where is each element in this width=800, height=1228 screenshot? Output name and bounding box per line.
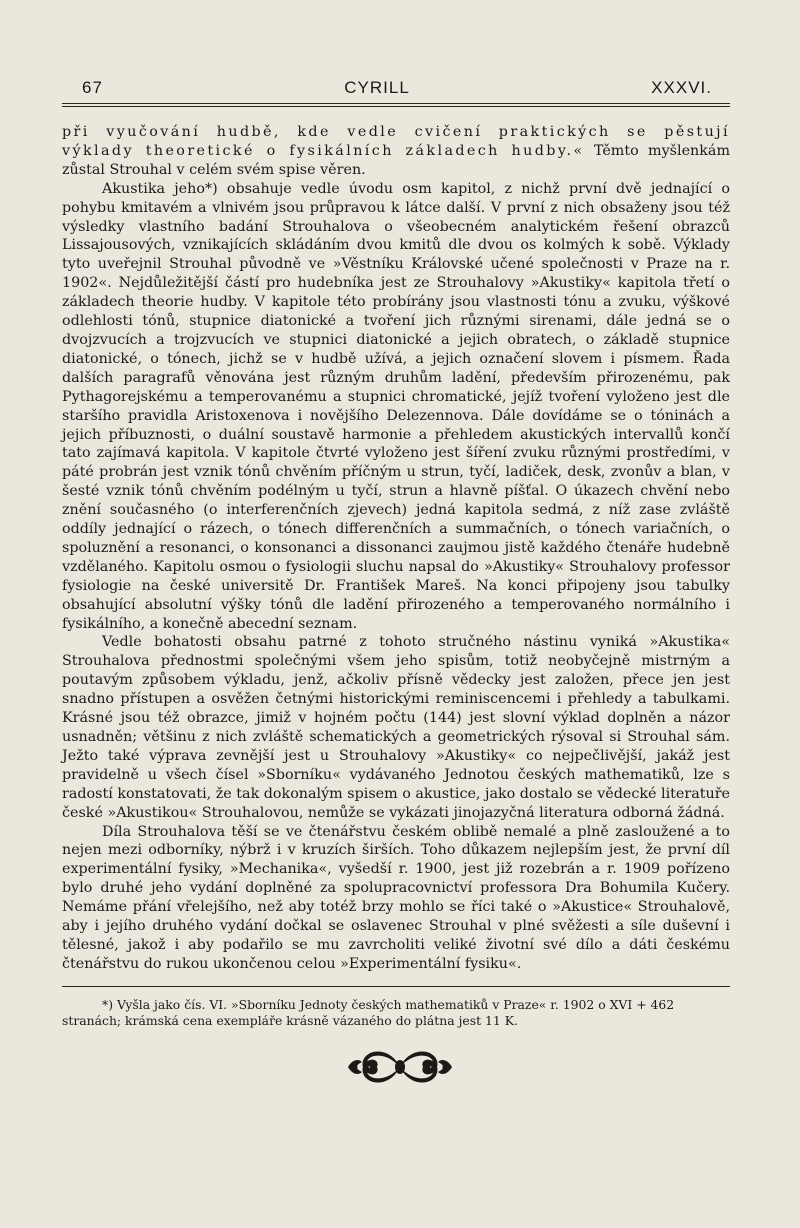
page-number: 67 xyxy=(82,78,103,97)
footnote xyxy=(62,997,730,1030)
running-title: CYRILL xyxy=(344,78,410,97)
paragraph-1-rest: Těmto myšlenkám zůstal Strouhal v celém svém spise věren. xyxy=(62,142,730,178)
body-text xyxy=(62,123,730,974)
spaced-quote: při vyučování hudbě, kde vedle cvičení praktických se pěstují výklady theoretické o fysikálních základech hudby.« xyxy=(62,124,730,159)
decorative-fleuron-icon xyxy=(340,1044,460,1090)
footnote-line-1: *) Vyšla jako čís. VI. »Sborníku Jednoty českých mathematiků v Praze« r. 1902 o XVI + 462 xyxy=(102,996,675,1012)
paragraph-3: Vedle bohatosti obsahu patrné z tohoto stručného nástinu vyniká »Akustika« Strouhalova přednostmi společnými všem jeho spisům, totiž neobyčejně mistrným a poutavým způsobem výkladu, jenž, ačkoliv přísně vědecky jest založen, přece jen jest snadno přístupen a osvěžen četnými historickými reminiscencemi i přehledy a tabulkami. Krásné jsou též obrazce, jimiž v hojném počtu (144) jest slovní výklad doplněn a názor usnadněn; většinu z nich zvláště schematických a geometrických rýsoval si Strouhal sám. Ježto také výprava zevnější jest u Strouhalovy »Akustiky« co nejpečlivější, jakáž jest pravidelně u všech čísel »Sborníku« vydávaného Jednotou českých mathematiků, lze s radostí konstatovati, že tak dokonalým spisem o akustice, jako dostalo se vědecké literatuře české »Akustikou« Strouhalovou, nemůže se vykázati jinojazyčná literatura odborná žádná. xyxy=(62,634,730,821)
volume-number: XXXVI. xyxy=(651,78,712,97)
footnote-rule xyxy=(62,986,730,987)
footnote-line-2: stranách; krámská cena exempláře krásně vázaného do plátna jest 11 K. xyxy=(62,1013,518,1029)
running-header xyxy=(62,78,730,102)
paragraph-4: Díla Strouhalova těší se ve čtenářstvu českém oblibě nemalé a plně zasloužené a to nejen mezi odborníky, nýbrž i v kruzích širších. Toho důkazem nejlepším jest, že první díl experimentální fysiky, »Mechanika«, vyšedší r. 1900, jest již rozebrán a r. 1909 pořízeno bylo druhé jeho vydání doplněné za spolupracovnictví professora Dra Bohumila Kučery. Nemáme přání vřelejšího, než aby totéž brzy mohlo se říci také o »Akustice« Strouhalově, aby i jejího druhého vydání dočkal se oslavenec Strouhal v plné svěžesti a síle duševní i tělesné, jakož i aby podařilo se mu zavrcholiti veliké životní své dílo a dáti českému čtenářstvu do rukou ukončenou celou »Experimentální fysiku«. xyxy=(62,823,730,972)
paragraph-1 xyxy=(62,123,730,180)
paragraph-2: Akustika jeho*) obsahuje vedle úvodu osm kapitol, z nichž první dvě jednající o pohybu kmitavém a vlnivém jsou průpravou k látce další. V první z nich obsaženy jsou též výsledky vlastního badání Strouhalova o všeobecném analytickém řešení obrazců Lissajousových, vznikajících skládáním dvou kmitů dle dvou os kolmých k sobě. Výklady tyto uveřejnil Strouhal původně ve »Věstníku Královské učené společnosti v Praze na r. 1902«. Nejdůležitější částí pro hudebníka jest ze Strouhalovy »Akustiky« kapitola třetí o základech theorie hudby. V kapitole této probírány jsou vlastnosti tónu a zvuku, výškové odlehlosti tónů, stupnice diatonické a tvoření jich různými sirenami, dále jedná se o dvojzvucích a trojzvucích ve stupnici diatonické a jejich obratech, o základě stupnice diatonické, o tónech, jichž se v hudbě užívá, a jejich označení slovem i písmem. Řada dalších paragrafů věnována jest různým druhům ladění, především přirozenému, pak Pythagorejskému a temperovanému a stupnici chromatické, jejíž tvoření vyloženo jest dle staršího pravidla Aristoxenova i novějšího Delezennova. Dále dovídáme se o tóninách a jejich příbuznosti, o duální soustavě harmonie a přehledem akustických intervallů končí tato zajímavá kapitola. V kapitole čtvrté vyloženo jest šíření zvuku různými prostředími, v páté probrán jest vznik tónů chvěním příčným u strun, tyčí, ladiček, desk, zvonův a blan, v šesté vznik tónů chvěním podélným u tyčí, strun a hlavně píšťal. O úkazech chvění nebo znění současného (o interferenčních zjevech) jedná kapitola sedmá, z níž zase zvláště oddíly jednající o rázech, o tónech differenčních a summačních, o tónech variačních, o spoluznění a resonanci, o konsonanci a dissonanci zaujmou jistě každého čtenáře hudebně vzdělaného. Kapitolu osmou o fysiologii sluchu napsal do »Akustiky« Strouhalovy professor fysiologie na české universitě Dr. František Mareš. Na konci připojeny jsou tabulky obsahující absolutní výšky tónů dle ladění přirozeného a temperovaného normálního i fysikálního, a konečně abecední seznam. xyxy=(62,180,730,632)
book-page xyxy=(62,78,730,1030)
header-double-rule xyxy=(62,103,730,107)
